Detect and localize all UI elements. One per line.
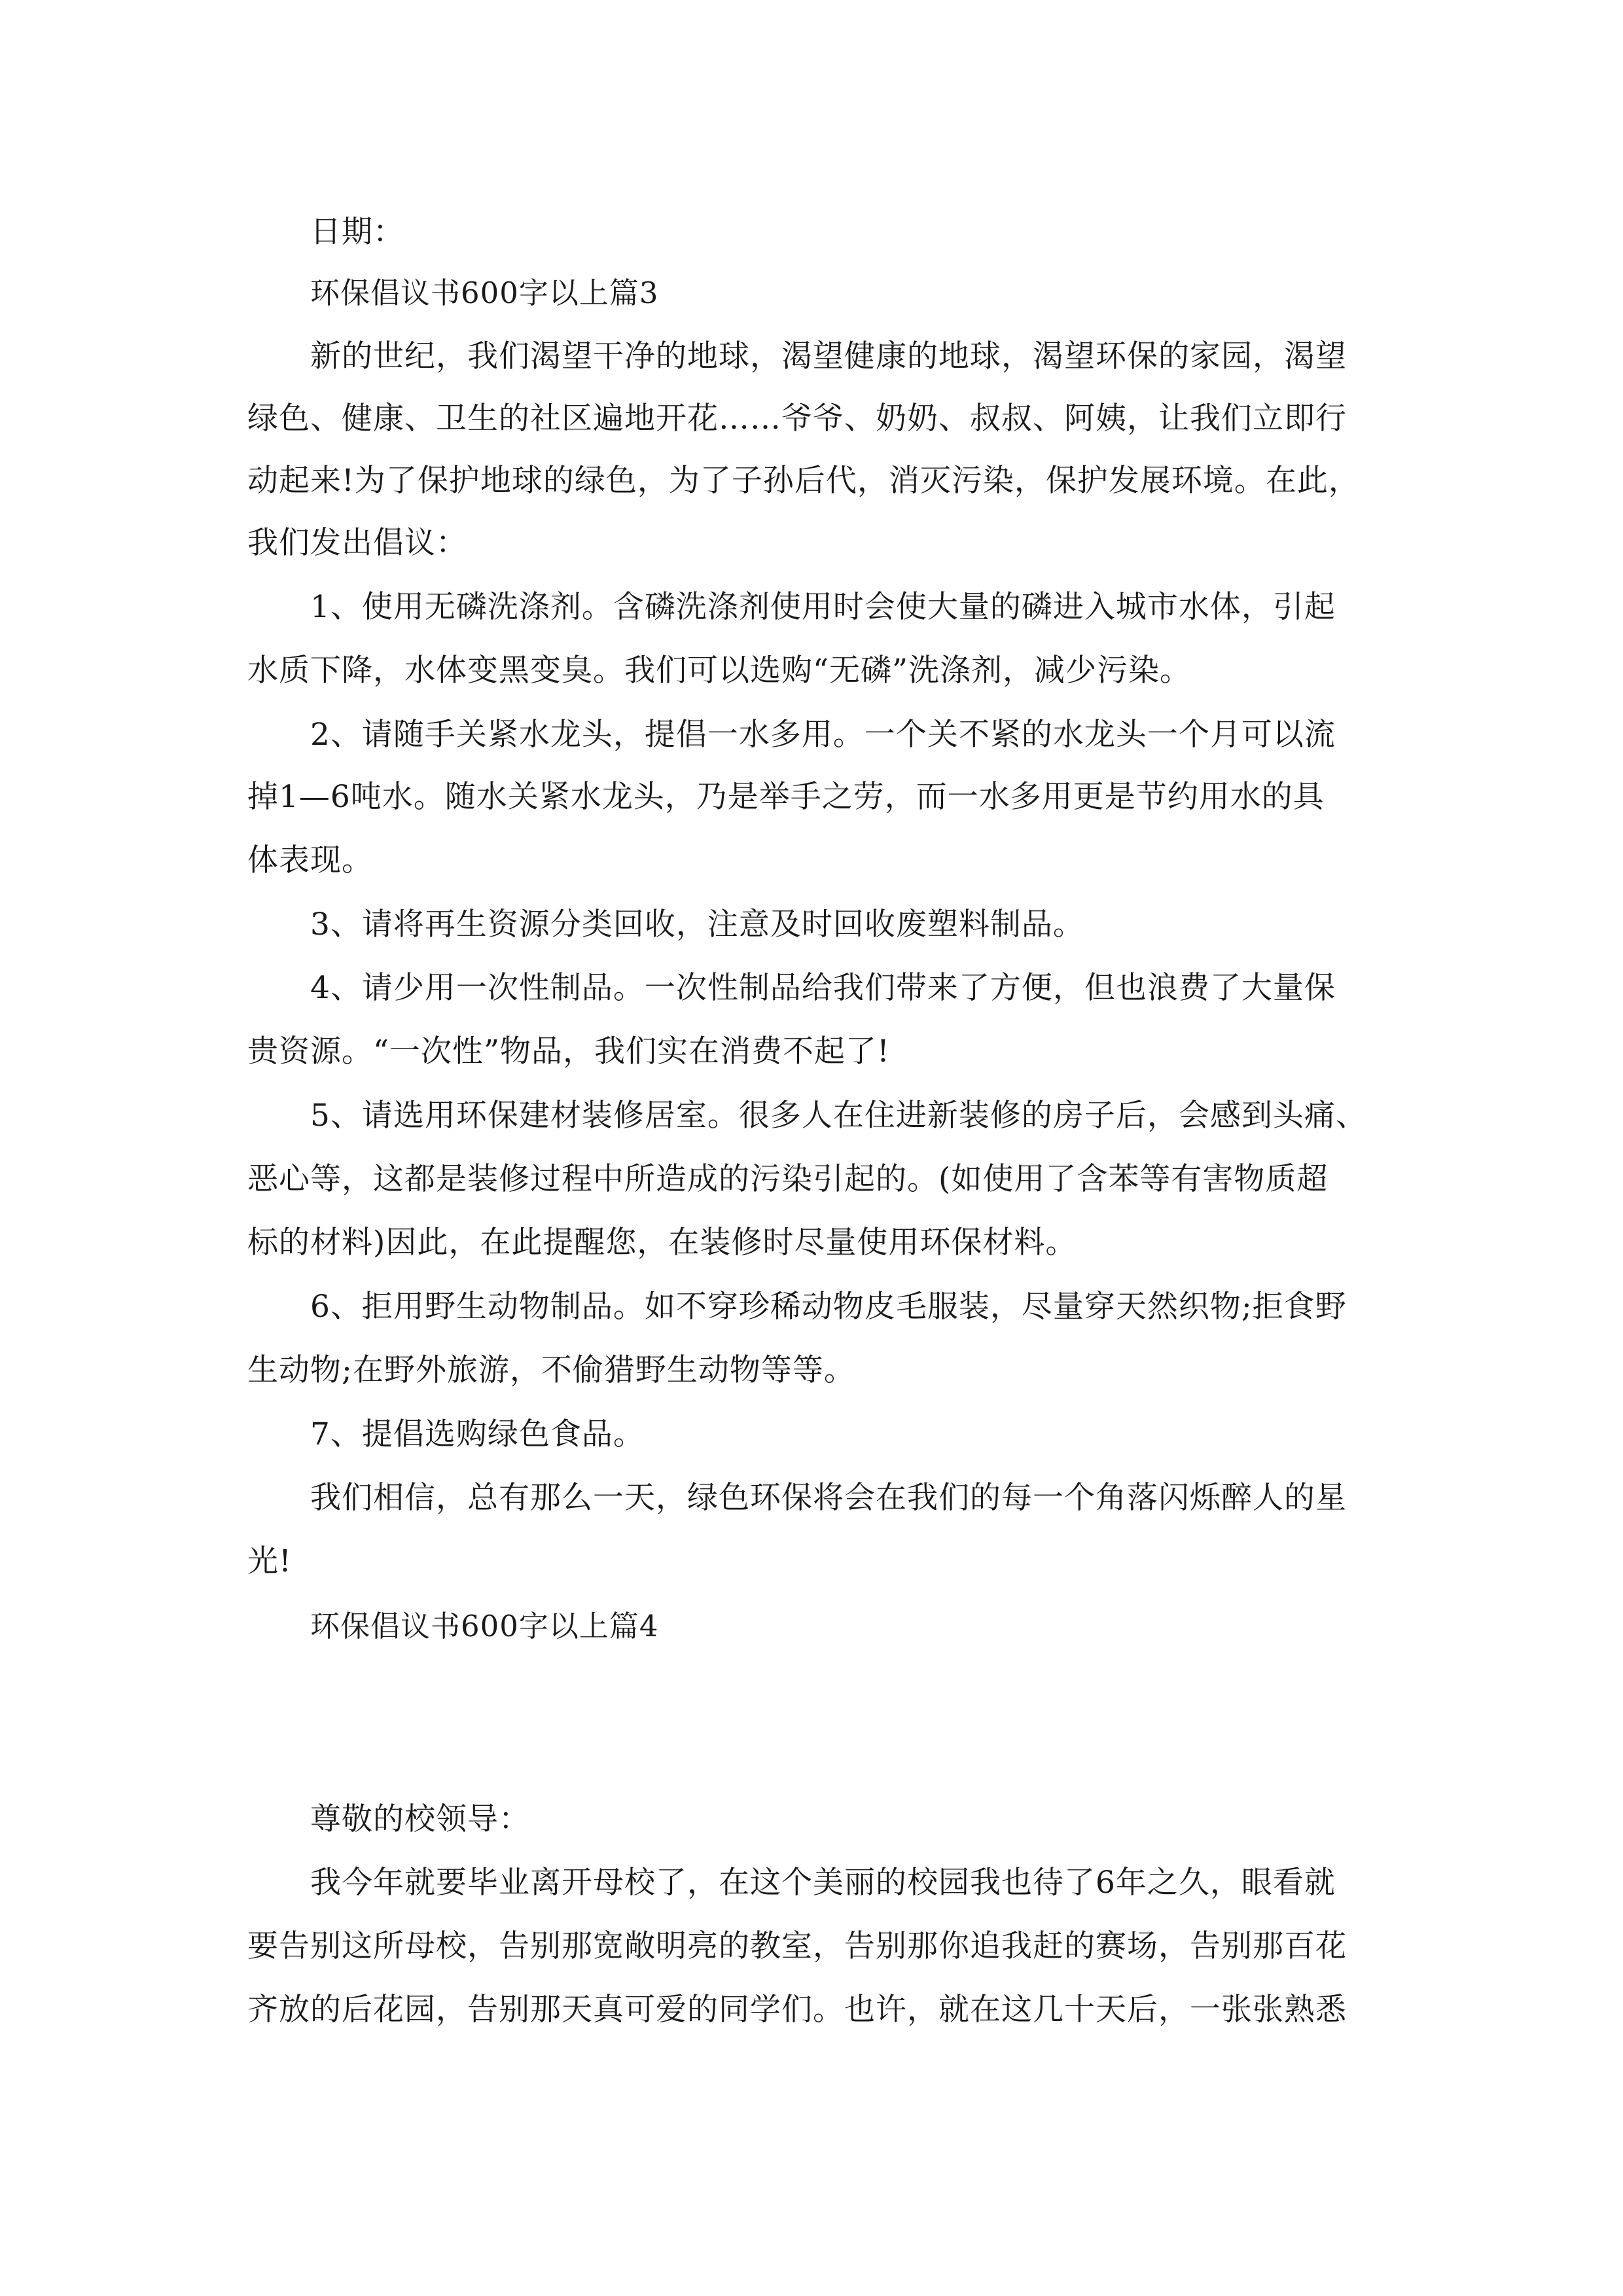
closing-line: 光! (247, 1543, 292, 1579)
list-item-5-line: 5、请选用环保建材装修居室。很多人在住进新装修的房子后，会感到头痛、 (310, 1098, 1367, 1134)
list-item-5-line: 标的材料)因此，在此提醒您，在装修时尽量使用环保材料。 (247, 1225, 1077, 1261)
list-item-2-line: 体表现。 (247, 842, 373, 878)
list-item-2-line: 2、请随手关紧水龙头，提倡一水多用。一个关不紧的水龙头一个月可以流 (310, 717, 1336, 753)
paragraph-line: 绿色、健康、卫生的社区遍地开花……爷爷、奶奶、叔叔、阿姨，让我们立即行 (247, 401, 1347, 437)
list-item-4-line: 4、请少用一次性制品。一次性制品给我们带来了方便，但也浪费了大量保 (310, 970, 1336, 1006)
list-item-6-line: 6、拒用野生动物制品。如不穿珍稀动物皮毛服装，尽量穿天然织物;拒食野 (310, 1289, 1347, 1325)
list-item-6-line: 生动物;在野外旅游，不偷猎野生动物等等。 (247, 1352, 855, 1388)
list-item-7-line: 7、提倡选购绿色食品。 (310, 1416, 645, 1452)
list-item-5-line: 恶心等，这都是装修过程中所造成的污染引起的。(如使用了含苯等有害物质超 (247, 1161, 1329, 1197)
list-item-4-line: 贵资源。“一次性”物品，我们实在消费不起了! (247, 1033, 890, 1069)
paragraph-line: 我们发出倡议： (247, 525, 467, 561)
paragraph-line: 新的世纪，我们渴望干净的地球，渴望健康的地球，渴望环保的家园，渴望 (310, 338, 1347, 374)
closing-line: 我们相信，总有那么一天，绿色环保将会在我们的每一个角落闪烁醉人的星 (310, 1480, 1347, 1516)
date-label: 日期： (310, 214, 404, 250)
paragraph-line: 我今年就要毕业离开母校了，在这个美丽的校园我也待了6年之久，眼看就 (310, 1865, 1336, 1901)
paragraph-line: 动起来!为了保护地球的绿色，为了子孙后代，消灭污染，保护发展环境。在此， (247, 463, 1360, 499)
paragraph-line: 要告别这所母校，告别那宽敞明亮的教室，告别那你追我赶的赛场，告别那百花 (247, 1928, 1347, 1964)
section-3-title: 环保倡议书600字以上篇3 (310, 276, 659, 310)
section-4-title: 环保倡议书600字以上篇4 (310, 1609, 659, 1643)
list-item-1-line: 1、使用无磷洗涤剂。含磷洗涤剂使用时会使大量的磷进入城市水体，引起 (310, 589, 1336, 625)
paragraph-line: 齐放的后花园，告别那天真可爱的同学们。也许，就在这几十天后，一张张熟悉 (247, 1992, 1347, 2028)
list-item-1-line: 水质下降，水体变黑变臭。我们可以选购“无磷”洗涤剂，减少污染。 (247, 653, 1192, 689)
salutation: 尊敬的校领导： (310, 1801, 530, 1837)
list-item-2-line: 掉1—6吨水。随水关紧水龙头，乃是举手之劳，而一水多用更是节约用水的具 (247, 779, 1325, 815)
list-item-3-line: 3、请将再生资源分类回收，注意及时回收废塑料制品。 (310, 906, 1084, 942)
